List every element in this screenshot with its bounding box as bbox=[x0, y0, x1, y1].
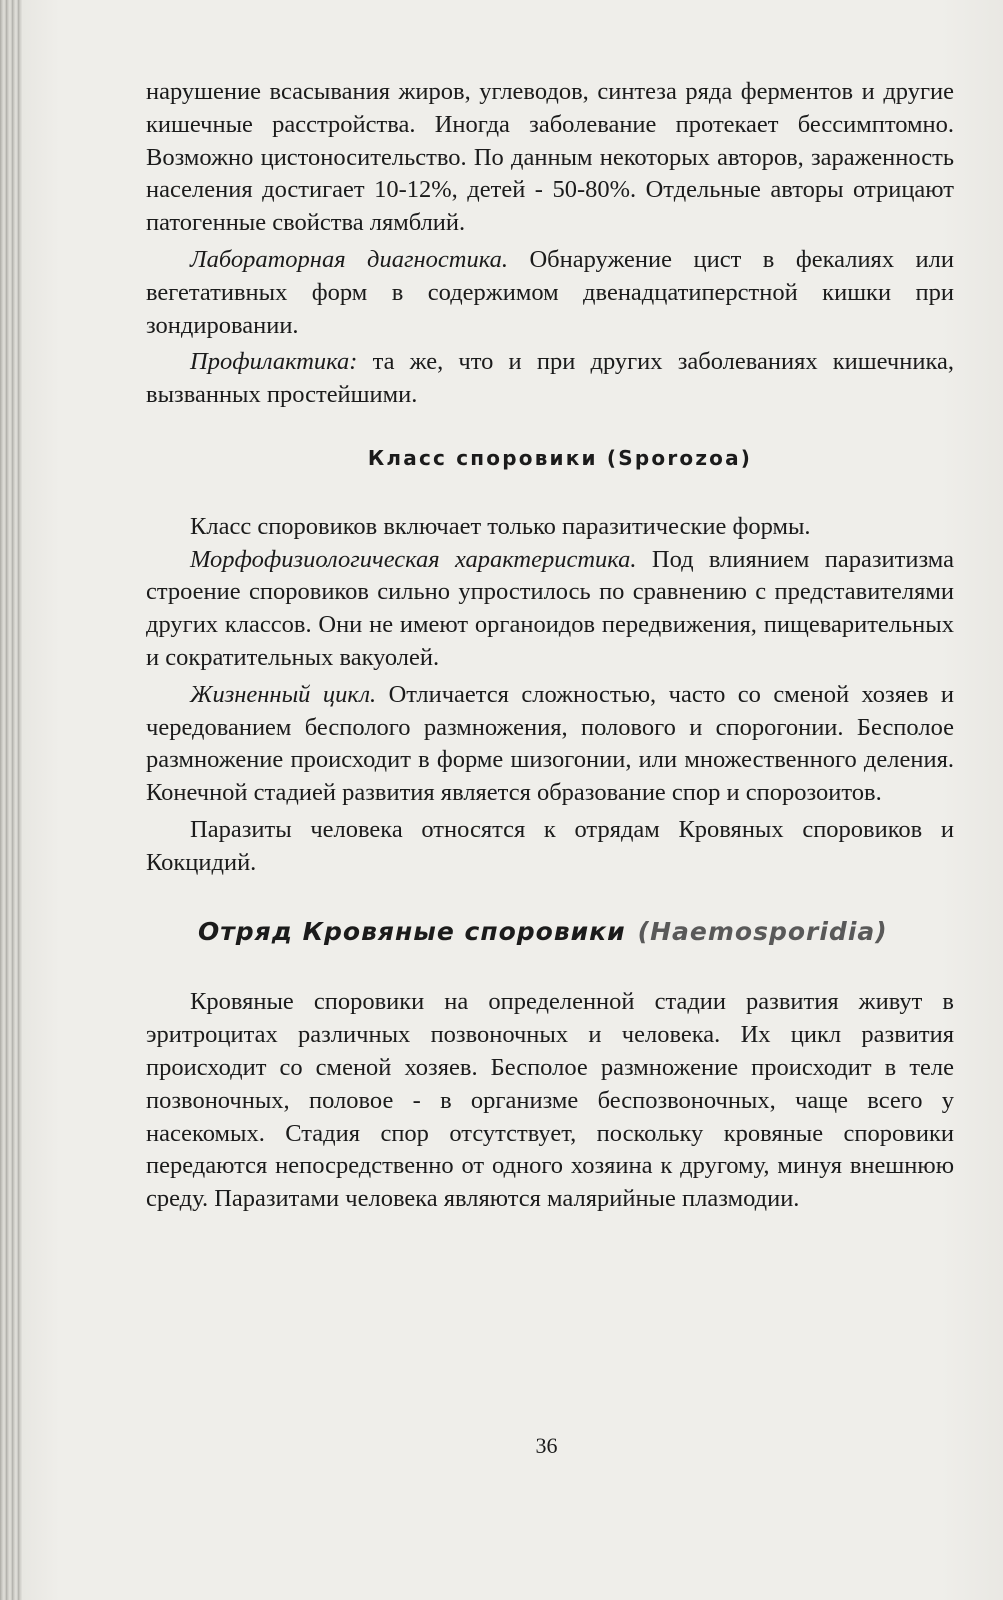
section-heading-haemosporidia bbox=[198, 916, 954, 949]
section-heading-sporozoa: Класс споровики (Sporozoa) bbox=[367, 445, 753, 470]
lab-diagnostics-label: Лабораторная диагностика. bbox=[190, 245, 508, 273]
life-cycle-label: Жизненный цикл. bbox=[190, 680, 377, 708]
page-body bbox=[146, 76, 954, 1216]
haemosporidia-heading-main: Отряд Кровяные споровики bbox=[198, 916, 626, 946]
life-cycle-text: Отличается сложностью, часто со сменой хозяев и чередованием бесполого размножения, полового и спорогонии. Бесполое размножение происходит в форме шизогонии, или множественного деления. Конечной стадией развития является образование спор и спорозоитов. bbox=[146, 680, 954, 807]
paragraph-lamblia-symptoms: нарушение всасывания жиров, углеводов, синтеза ряда ферментов и другие кишечные расстройства. Иногда заболевание протекает бессимптомно. Возможно цистоносительство. По данным некоторых авторов, зараженность населения достигает 10-12%, детей - 50-80%. Отдельные авторы отрицают патогенные свойства лямблий. bbox=[146, 78, 954, 237]
paragraph-morphophysiology bbox=[146, 544, 954, 675]
paragraph-life-cycle bbox=[146, 679, 954, 810]
haemosporidia-heading-latin: (Haemosporidia) bbox=[637, 916, 888, 946]
lab-diagnostics-text: Обнаружение цист в фекалиях или вегетативных форм в содержимом двенадцатиперстной кишки при зондировании. bbox=[146, 245, 954, 339]
paragraph-human-parasites: Паразиты человека относятся к отрядам Кровяных споровиков и Кокцидий. bbox=[146, 815, 954, 876]
prophylaxis-text: та же, что и при других заболеваниях кишечника, вызванных простейшими. bbox=[146, 348, 954, 409]
paragraph-sporozoa-intro: Класс споровиков включает только паразитические формы. bbox=[190, 512, 811, 540]
page-number: 36 bbox=[535, 1433, 558, 1458]
paragraph-lab-diagnostics bbox=[146, 244, 954, 342]
morphophysiology-label: Морфофизиологическая характеристика. bbox=[190, 545, 637, 573]
morphophysiology-text: Под влиянием паразитизма строение споровиков сильно упростилось по сравнению с представителями других классов. Они не имеют органоидов передвижения, пищеварительных и сократительных вакуолей. bbox=[146, 545, 954, 671]
page-binding-edge bbox=[0, 0, 22, 1600]
paragraph-prophylaxis bbox=[146, 346, 954, 412]
paragraph-haemosporidia: Кровяные споровики на определенной стадии развития живут в эритроцитах различных позвоночных и человека. Их цикл развития происходит со сменой хозяев. Бесполое размножение происходит в теле позвоночных, половое - в организме беспозвоночных, чаще всего у насекомых. Стадия спор отсутствует, поскольку кровяные споровики передаются непосредственно от одного хозяина к другому, минуя внешнюю среду. Паразитами человека являются малярийные плазмодии. bbox=[146, 988, 954, 1213]
prophylaxis-label: Профилактика: bbox=[190, 348, 358, 376]
